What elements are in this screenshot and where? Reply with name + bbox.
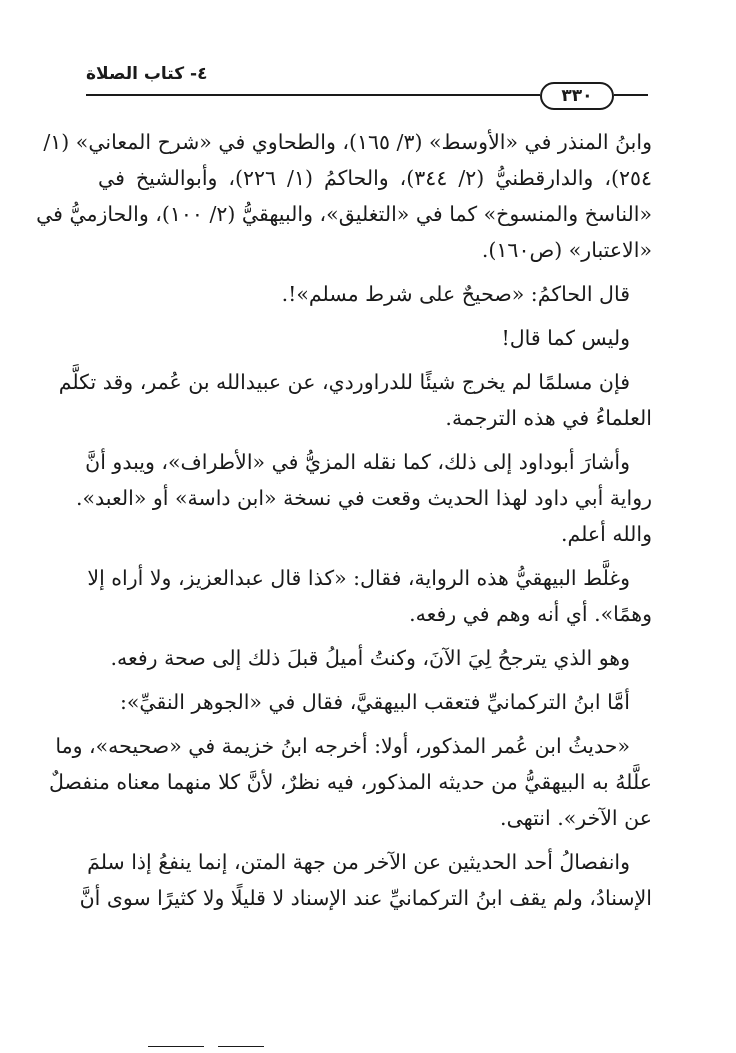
paragraph-not-so	[98, 320, 652, 356]
footnote-rule	[148, 1046, 204, 1047]
paragraph-bayhaqi	[87, 560, 652, 632]
paragraph-turkmani	[98, 684, 652, 720]
text-line: «الاعتبار» (ص١٦٠).	[481, 238, 652, 262]
text-line: وهو الذي يترجحُ لِيَ الآنَ، وكنتُ أميلُ قبلَ ذلك إلى صحة رفعه.	[110, 646, 630, 670]
text-line: «الناسخ والمنسوخ» كما في «التغليق»، والبيهقيُّ (٢/ ١٠٠)، والحازميُّ في	[36, 202, 652, 226]
paragraph-sources	[36, 124, 652, 268]
text-line: عن الآخر». انتهى.	[500, 806, 652, 830]
text-line: رواية أبي داود لهذا الحديث وقعت في نسخة «ابن داسة» أو «العبد».	[75, 486, 652, 510]
chapter-title: ٤- كتاب الصلاة	[86, 64, 208, 84]
main-text	[36, 124, 652, 916]
text-line: وابنُ المنذر في «الأوسط» (٣/ ١٦٥)، والطحاوي في «شرح المعاني» (١/	[43, 130, 652, 154]
footnote-rule	[218, 1046, 264, 1047]
paragraph-abudawud	[75, 444, 652, 552]
paragraph-quote	[49, 728, 652, 836]
text-line: الإسنادُ، ولم يقف ابنُ التركمانيِّ عند الإسناد لا قليلًا ولا كثيرًا سوى أنَّ	[79, 886, 652, 910]
text-line: قال الحاكمُ: «صحيحٌ على شرط مسلم»!.	[281, 282, 630, 306]
text-line: والله أعلم.	[560, 522, 652, 546]
text-line: وأشارَ أبوداود إلى ذلك، كما نقله المزيُّ في «الأطراف»، ويبدو أنَّ	[85, 450, 630, 474]
header-rule	[86, 94, 540, 96]
text-line: وغلَّط البيهقيُّ هذه الرواية، فقال: «كذا قال عبدالعزيز، ولا أراه إلا	[87, 566, 630, 590]
page-number: ٣٣٠	[561, 86, 593, 106]
text-line: أمَّا ابنُ التركمانيِّ فتعقب البيهقيَّ، فقال في «الجوهر النقيِّ»:	[119, 690, 630, 714]
text-line: فإن مسلمًا لم يخرج شيئًا للدراوردي، عن عبيدالله بن عُمر، وقد تكلَّم	[58, 370, 630, 394]
paragraph-muslim	[58, 364, 652, 436]
paragraph-hakim	[98, 276, 652, 312]
paragraph-separation	[79, 844, 652, 916]
text-line: «حديثُ ابن عُمر المذكور، أولا: أخرجه ابنُ خزيمة في «صحيحه»، وما	[55, 734, 630, 758]
paragraph-preferred	[98, 640, 652, 676]
header-rule-right	[614, 94, 648, 96]
text-line: وهمًا». أي أنه وهم في رفعه.	[409, 602, 652, 626]
text-line: وانفصالُ أحد الحديثين عن الآخر من جهة المتن، إنما ينفعُ إذا سلمَ	[87, 850, 630, 874]
text-line: العلماءُ في هذه الترجمة.	[445, 406, 652, 430]
text-line: ٢٥٤)، والدارقطنيُّ (٢/ ٣٤٤)، والحاكمُ (١/ ٢٢٦)، وأبوالشيخ في	[98, 166, 652, 190]
text-line: علَّلهُ به البيهقيُّ من حديثه المذكور، فيه نظرٌ، لأنَّ كلا منهما معناه منفصلٌ	[49, 770, 652, 794]
text-line: وليس كما قال!	[501, 326, 630, 350]
page-number-badge	[540, 82, 614, 110]
